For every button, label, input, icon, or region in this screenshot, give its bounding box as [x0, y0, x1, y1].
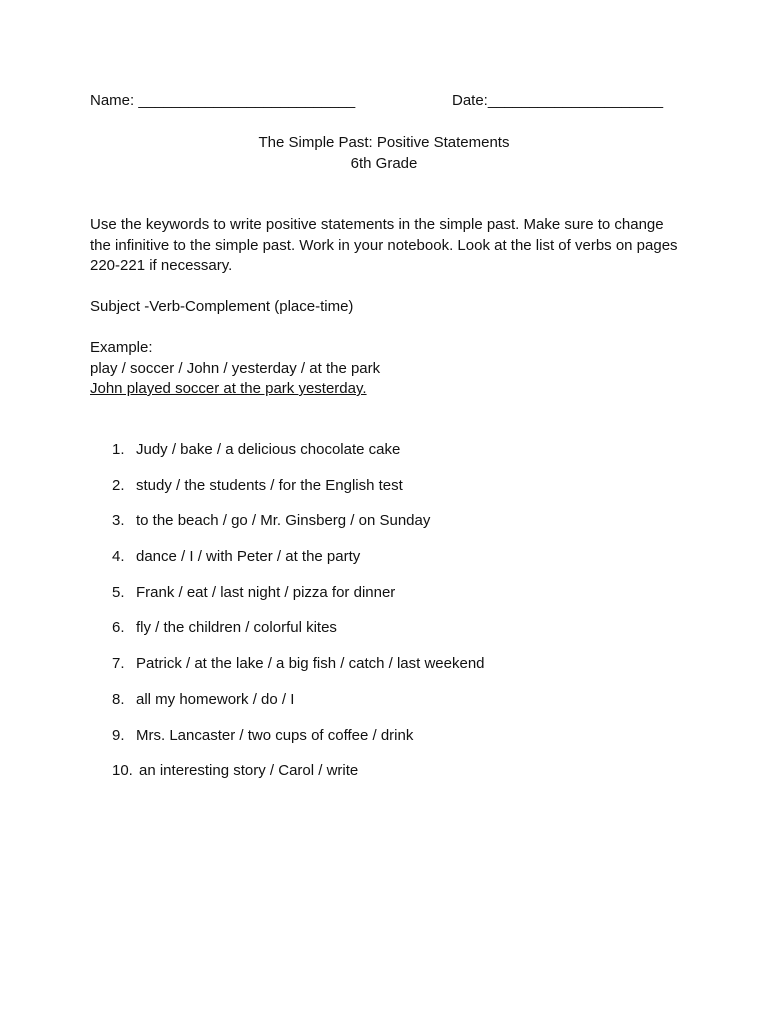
exercise-number: 6. — [112, 619, 125, 637]
exercise-text: all my homework / do / I — [136, 690, 295, 708]
exercise-number: 5. — [112, 583, 125, 601]
title-block — [0, 132, 768, 174]
exercise-number: 8. — [112, 690, 125, 708]
exercise-list — [112, 440, 485, 797]
exercise-item — [112, 690, 485, 726]
exercise-text: study / the students / for the English test — [136, 476, 403, 494]
exercise-text: Frank / eat / last night / pizza for dinner — [136, 583, 396, 601]
exercise-item — [112, 726, 485, 762]
exercise-text: to the beach / go / Mr. Ginsberg / on Sunday — [136, 512, 431, 530]
exercise-item — [112, 761, 485, 797]
exercise-item — [112, 654, 485, 690]
exercise-text: Mrs. Lancaster / two cups of coffee / drink — [136, 726, 414, 744]
example-prompt: play / soccer / John / yesterday / at the park — [90, 359, 381, 377]
exercise-number: 10. — [112, 762, 133, 780]
exercise-item — [112, 440, 485, 476]
exercise-number: 4. — [112, 548, 125, 566]
exercise-item — [112, 547, 485, 583]
exercise-number: 2. — [112, 476, 125, 494]
example-block — [90, 338, 380, 400]
exercise-text: an interesting story / Carol / write — [139, 762, 359, 780]
exercise-number: 7. — [112, 655, 125, 673]
exercise-item — [112, 618, 485, 654]
exercise-text: fly / the children / colorful kites — [136, 619, 337, 637]
exercise-number: 3. — [112, 512, 125, 530]
date-field: Date:_____________________ — [452, 92, 664, 109]
exercise-number: 1. — [112, 441, 125, 458]
example-label: Example: — [90, 339, 153, 356]
instructions-paragraph: Use the keywords to write positive statements in the simple past. Make sure to change the infinitive to the simple past. Work in your notebook. Look at the list of verbs on pages 220-221 if necessary. — [90, 216, 678, 274]
example-answer: John played soccer at the park yesterday. — [90, 380, 367, 397]
sentence-structure: Subject -Verb-Complement (place-time) — [90, 298, 354, 315]
exercise-number: 9. — [112, 726, 125, 744]
worksheet-title: The Simple Past: Positive Statements — [258, 134, 510, 151]
exercise-text: dance / I / with Peter / at the party — [136, 548, 361, 566]
header-row — [90, 92, 690, 114]
name-field: Name: __________________________ — [90, 92, 356, 109]
exercise-item — [112, 476, 485, 512]
exercise-item — [112, 583, 485, 619]
grade-level: 6th Grade — [350, 155, 418, 172]
exercise-text: Judy / bake / a delicious chocolate cake — [136, 441, 401, 458]
exercise-text: Patrick / at the lake / a big fish / catch / last weekend — [136, 655, 485, 673]
exercise-item — [112, 511, 485, 547]
